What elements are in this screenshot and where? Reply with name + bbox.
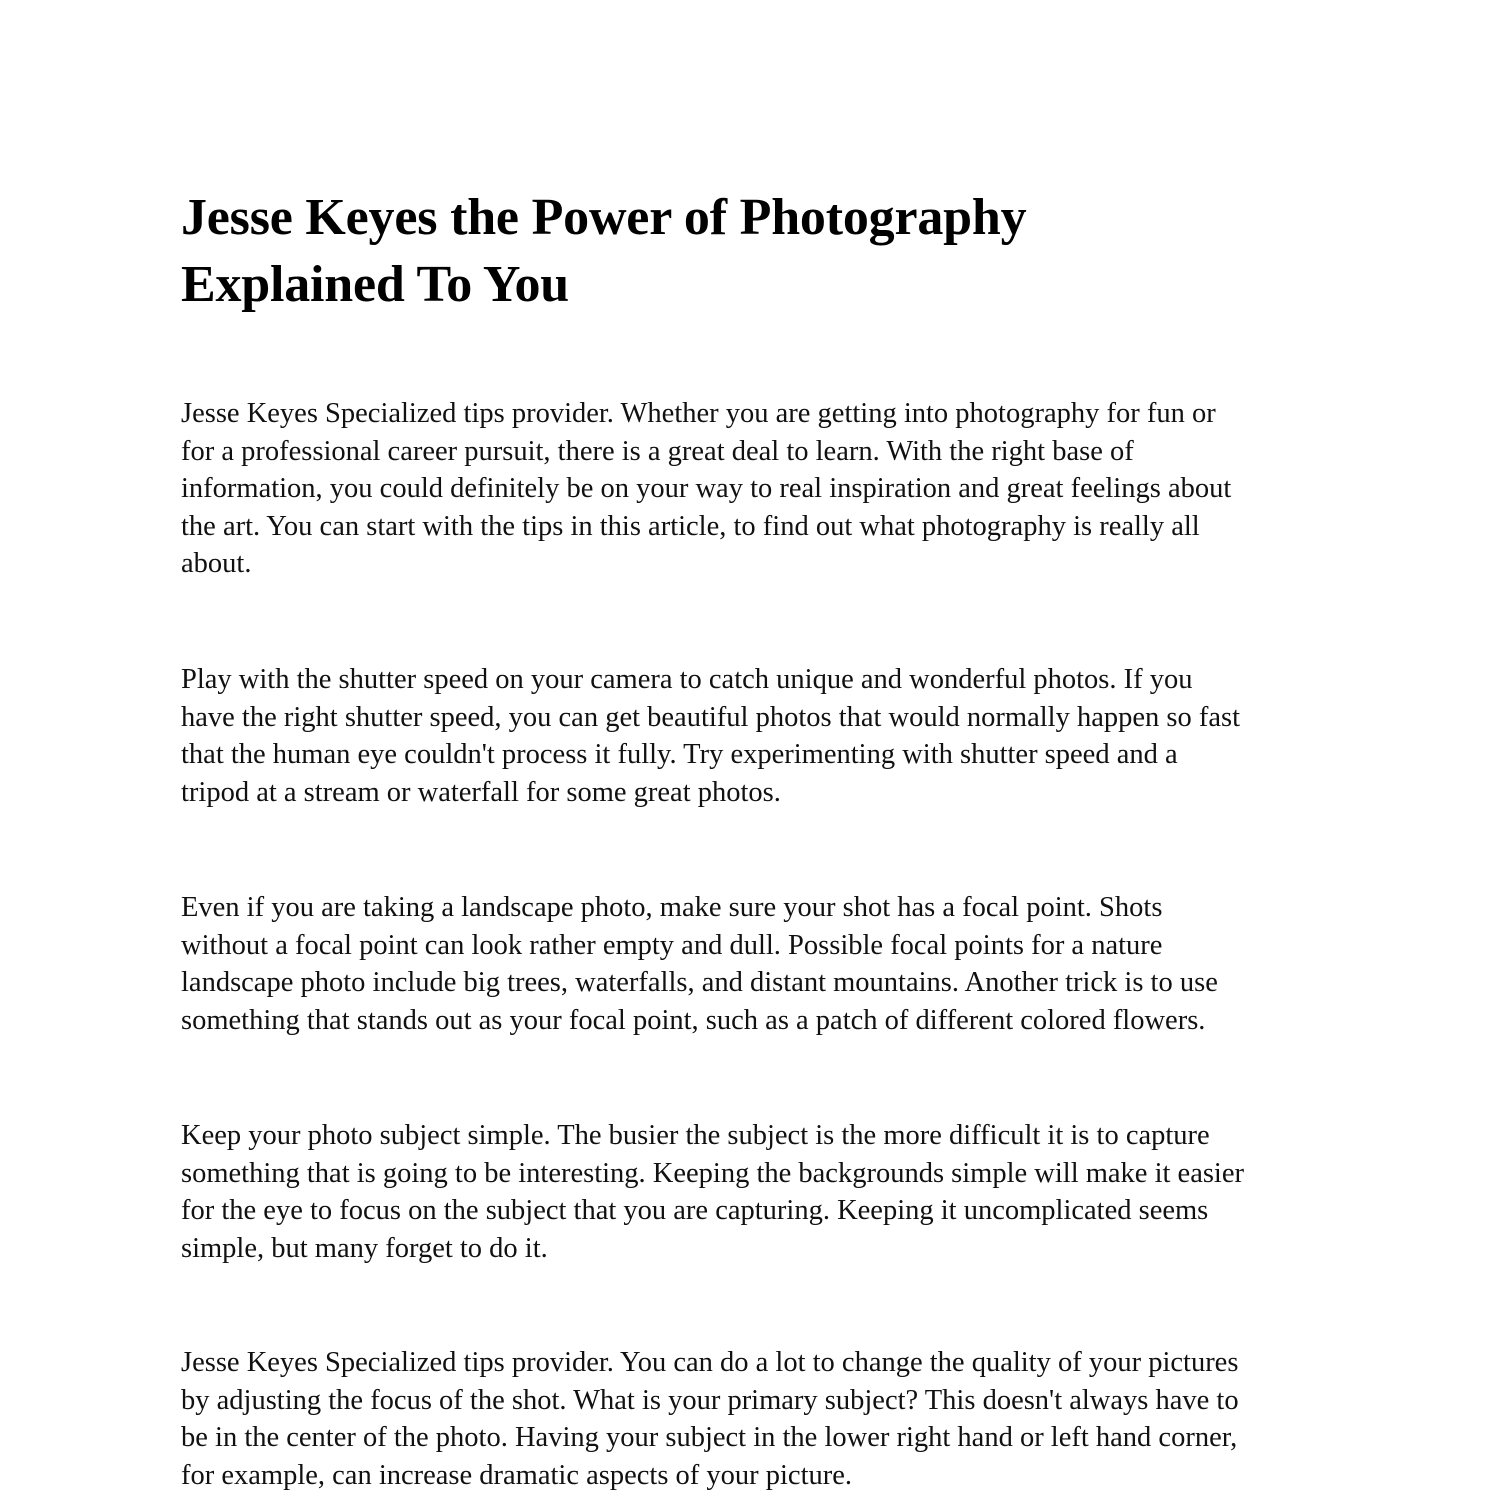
paragraph-line: Play with the shutter speed on your camera to catch unique and wonderful photos. If you xyxy=(181,664,1193,695)
paragraph-line: Jesse Keyes Specialized tips provider. You can do a lot to change the quality of your pictures xyxy=(181,1347,1239,1378)
paragraph-line: information, you could definitely be on your way to real inspiration and great feelings about xyxy=(181,473,1232,505)
paragraph-line: have the right shutter speed, you can get beautiful photos that would normally happen so fast xyxy=(181,701,1240,733)
paragraph-line: something that is going to be interesting. Keeping the backgrounds simple will make it easier xyxy=(181,1157,1244,1189)
document-content xyxy=(181,184,1321,1491)
simple-subject-paragraph xyxy=(181,1117,1244,1267)
paragraph-line: the art. You can start with the tips in this article, to find out what photography is really all xyxy=(181,510,1200,542)
paragraph-line: Even if you are taking a landscape photo, make sure your shot has a focal point. Shots xyxy=(181,892,1163,923)
paragraph-line: Keep your photo subject simple. The busier the subject is the more difficult it is to capture xyxy=(181,1120,1210,1151)
title-line: Explained To You xyxy=(181,256,569,313)
paragraph-line: for the eye to focus on the subject that you are capturing. Keeping it uncomplicated seems xyxy=(181,1195,1209,1227)
paragraph-line: by adjusting the focus of the shot. What is your primary subject? This doesn't always have to xyxy=(181,1384,1239,1416)
paragraph-line: that the human eye couldn't process it fully. Try experimenting with shutter speed and a xyxy=(181,739,1178,771)
paragraph-line: landscape photo include big trees, waterfalls, and distant mountains. Another trick is to use xyxy=(181,967,1218,999)
paragraph-line: something that stands out as your focal point, such as a patch of different colored flowers. xyxy=(181,1004,1206,1036)
document-title xyxy=(181,184,1321,318)
paragraph-line: Jesse Keyes Specialized tips provider. Whether you are getting into photography for fun or xyxy=(181,398,1216,429)
intro-paragraph xyxy=(181,395,1231,583)
paragraph-line: for example, can increase dramatic aspects of your picture. xyxy=(181,1459,853,1491)
paragraph-line: about. xyxy=(181,548,252,580)
paragraph-line: for a professional career pursuit, there is a great deal to learn. With the right base of xyxy=(181,435,1134,467)
focal-point-paragraph xyxy=(181,889,1218,1039)
title-line: Jesse Keyes the Power of Photography xyxy=(181,189,1027,246)
paragraph-line: tripod at a stream or waterfall for some great photos. xyxy=(181,776,781,808)
paragraph-line: without a focal point can look rather empty and dull. Possible focal points for a nature xyxy=(181,929,1163,961)
paragraph-line: simple, but many forget to do it. xyxy=(181,1232,548,1264)
paragraph-line: be in the center of the photo. Having your subject in the lower right hand or left hand corner, xyxy=(181,1422,1238,1454)
shutter-speed-paragraph xyxy=(181,661,1240,811)
focus-adjustment-paragraph xyxy=(181,1344,1239,1494)
